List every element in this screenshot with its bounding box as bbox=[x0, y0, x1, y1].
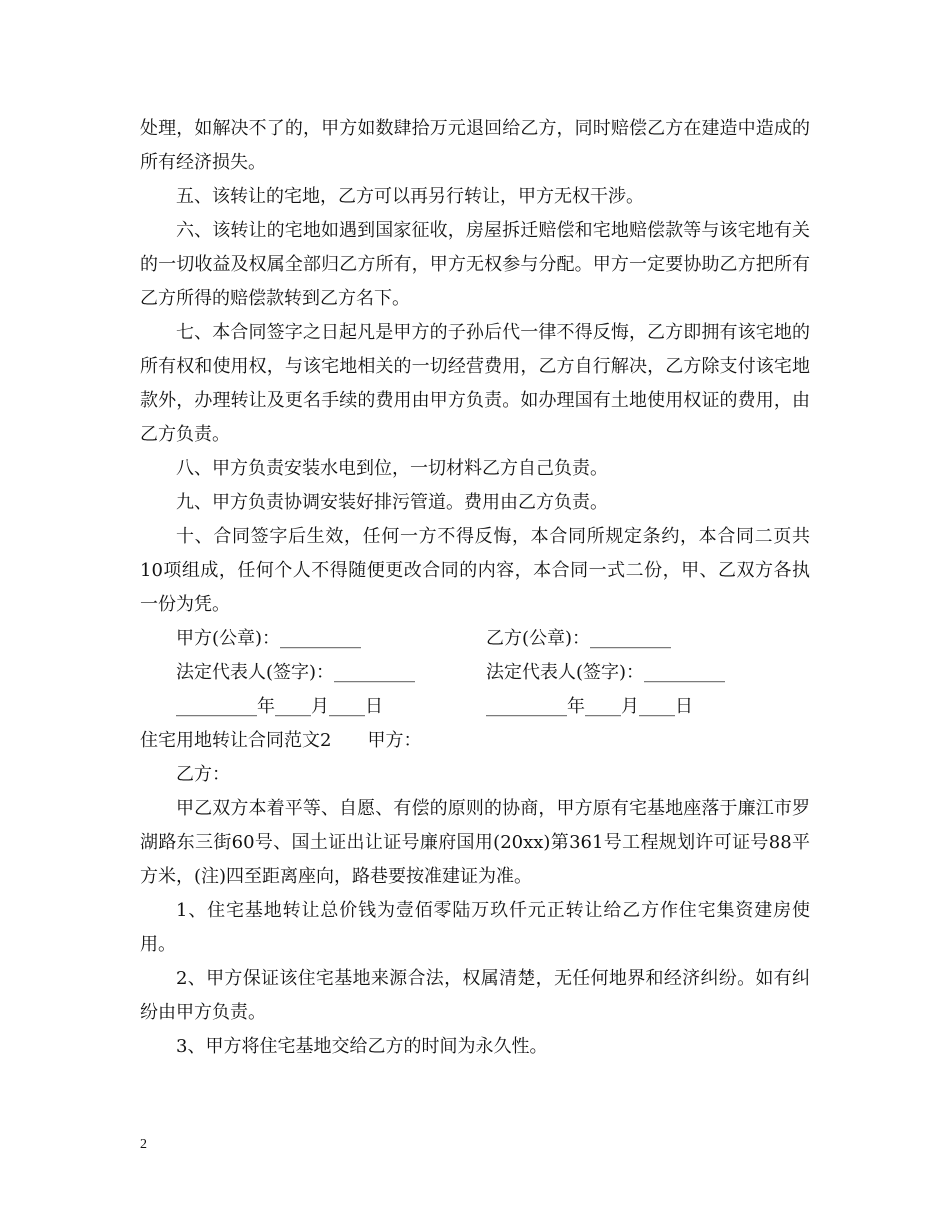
document-body bbox=[140, 112, 810, 1064]
signature-row-seal bbox=[140, 622, 810, 656]
paragraph-continuation: 处理，如解决不了的，甲方如数肆拾万元退回给乙方，同时赔偿乙方在建造中造成的所有经济损失。 bbox=[140, 118, 810, 173]
paragraph-clause-7: 七、本合同签字之日起凡是甲方的子孙后代一律不得反悔，乙方即拥有该宅地的所有权和使用权，与该宅地相关的一切经营费用，乙方自行解决，乙方除支付该宅地款外，办理转让及更名手续的费用由甲方负责。如办理国有土地使用权证的费用，由乙方负责。 bbox=[140, 322, 810, 445]
second-contract-party-b: 乙方： bbox=[176, 764, 230, 785]
second-contract-heading bbox=[140, 724, 810, 758]
signature-row-date bbox=[140, 690, 810, 724]
second-contract-party-a: 甲方： bbox=[367, 730, 422, 751]
second-contract-clause-3: 3、甲方将住宅基地交给乙方的时间为永久性。 bbox=[176, 1036, 548, 1057]
paragraph-clause-9: 九、甲方负责协调安装好排污管道。费用由乙方负责。 bbox=[176, 492, 608, 513]
second-contract-clause-1: 1、住宅基地转让总价钱为壹佰零陆万玖仟元正转让给乙方作住宅集资建房使用。 bbox=[140, 900, 810, 955]
second-contract-paragraph: 甲乙双方本着平等、自愿、有偿的原则的协商，甲方原有宅基地座落于廉江市罗湖路东三街60号、国土证出让证号廉府国用(20xx)第361号工程规划许可证号88平方米，(注)四至距离座向，路巷要按准建证为准。 bbox=[140, 798, 810, 887]
second-contract-clause-2: 2、甲方保证该住宅基地来源合法，权属清楚，无任何地界和经济纠纷。如有纠纷由甲方负责。 bbox=[140, 968, 810, 1023]
party-a-representative-field: 法定代表人(签字)：_________ bbox=[176, 662, 416, 683]
party-b-date-field: _________年____月____日 bbox=[486, 696, 693, 717]
paragraph-clause-8: 八、甲方负责安装水电到位，一切材料乙方自己负责。 bbox=[176, 458, 608, 479]
paragraph-clause-6: 六、该转让的宅地如遇到国家征收，房屋拆迁赔偿和宅地赔偿款等与该宅地有关的一切收益及权属全部归乙方所有，甲方无权参与分配。甲方一定要协助乙方把所有乙方所得的赔偿款转到乙方名下。 bbox=[140, 220, 810, 309]
signature-row-representative bbox=[140, 656, 810, 690]
party-b-seal-field: 乙方(公章)：_________ bbox=[486, 628, 672, 649]
second-contract-title: 住宅用地转让合同范文2 bbox=[140, 730, 332, 751]
page-number: 2 bbox=[140, 1137, 147, 1152]
paragraph-clause-5: 五、该转让的宅地，乙方可以再另行转让，甲方无权干涉。 bbox=[176, 186, 644, 207]
party-b-representative-field: 法定代表人(签字)：_________ bbox=[486, 662, 726, 683]
paragraph-clause-10: 十、合同签字后生效，任何一方不得反悔，本合同所规定条约，本合同二页共10项组成，任何个人不得随便更改合同的内容，本合同一式二份，甲、乙双方各执一份为凭。 bbox=[140, 526, 810, 615]
party-a-seal-field: 甲方(公章)：_________ bbox=[176, 628, 362, 649]
party-a-date-field: _________年____月____日 bbox=[176, 696, 383, 717]
